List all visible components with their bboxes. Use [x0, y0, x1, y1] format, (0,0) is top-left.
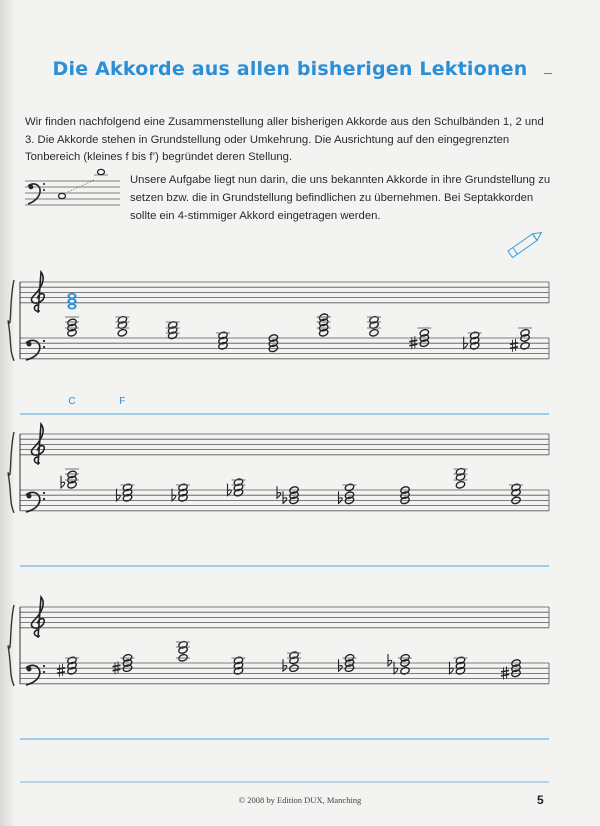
chord: [67, 318, 77, 337]
music-system: [8, 597, 549, 739]
copyright-footer: © 2008 by Edition DUX, Manching: [238, 795, 362, 805]
chord-label: F: [119, 396, 126, 407]
chord: [113, 653, 133, 674]
bass-staff: [20, 338, 549, 359]
flat-accidental: [388, 654, 392, 666]
flat-accidental: [277, 486, 281, 498]
chord: [455, 467, 465, 489]
flat-accidental: [172, 489, 176, 501]
note-head: [400, 666, 410, 675]
treble-staff: [20, 607, 549, 628]
intro-paragraph: Wir finden nachfolgend eine Zusammenstellung aller bisherigen Akkorde aus den Schulbänden 1, 2 und 3. Die Akkorde stehen in Grundstellung oder Umkehrung. Die Ausrichtung auf den eingegrenzten Tonbereich (kleines f bis f’) begründet deren Stellung.: [25, 116, 544, 163]
chord: [388, 653, 410, 675]
flat-accidental: [61, 476, 65, 488]
chord: [464, 331, 480, 350]
note-small-f: [59, 193, 66, 198]
note-head: [117, 328, 127, 337]
system-brace: [8, 432, 14, 513]
flat-accidental: [283, 659, 287, 671]
music-system: [8, 424, 549, 566]
note-head: [369, 328, 379, 337]
flat-accidental: [283, 491, 287, 503]
sharp-accidental: [57, 664, 65, 677]
system-brace: [8, 280, 14, 361]
flat-accidental: [339, 491, 343, 503]
note-head: [344, 483, 354, 492]
music-system: [8, 272, 549, 414]
bass-clef-icon: [28, 183, 45, 204]
chord: [501, 659, 521, 680]
chord: [450, 656, 466, 675]
bass-staff: [20, 490, 549, 511]
chord: [61, 470, 77, 489]
chord: [233, 656, 243, 675]
chord: [178, 640, 188, 662]
sharp-accidental: [510, 339, 518, 352]
chord: [117, 483, 133, 502]
flat-accidental: [117, 489, 121, 501]
example-chord: [67, 293, 76, 310]
note-head: [455, 480, 465, 489]
chord: [409, 328, 429, 349]
chord: [117, 315, 127, 337]
flat-accidental: [339, 659, 343, 671]
chord: [283, 651, 299, 673]
chord: [511, 483, 521, 505]
system-brace: [8, 605, 14, 686]
chord: [168, 321, 178, 340]
note-head: [520, 341, 530, 350]
treble-staff: [20, 434, 549, 455]
page-number: 5: [537, 793, 544, 807]
task-paragraph: Unsere Aufgabe liegt nun darin, die uns bekannten Akkorde in ihre Grundstellung zu setzen bzw. die in Grundstellung befindlichen zu übernehmen. Bei Septakkorden sollte ein 4-stimmiger Akkord eingetragen werden.: [130, 174, 551, 222]
flat-accidental: [464, 337, 468, 349]
pencil-icon: [508, 229, 544, 257]
chord: [319, 313, 329, 337]
chord: [172, 483, 188, 502]
range-example: [25, 169, 120, 205]
chord-label: C: [68, 396, 76, 407]
treble-staff: [20, 282, 549, 303]
chord: [218, 331, 228, 350]
chord: [228, 478, 244, 497]
chord: [369, 315, 379, 337]
page-title: Die Akkorde aus allen bisherigen Lektionen: [52, 58, 528, 80]
chord: [339, 483, 355, 505]
note-f-prime: [98, 169, 105, 174]
